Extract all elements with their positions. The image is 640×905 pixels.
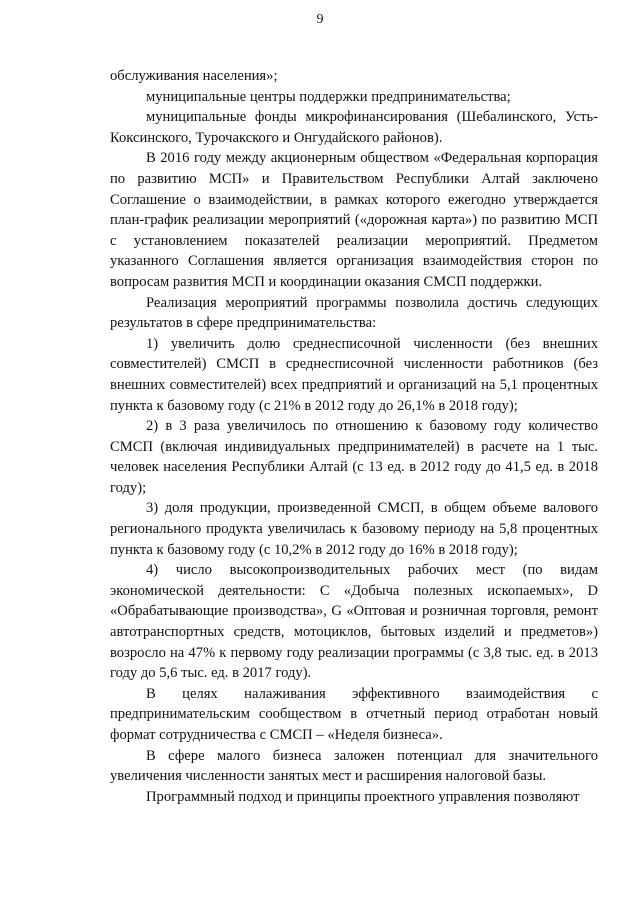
page-number: 9 bbox=[316, 12, 324, 27]
list-item: 1) увеличить долю среднесписочной численности (без внешних совместителей) СМСП в среднесписочной численности работников (без внешних совместителей) всех предприятий и организаций на 5,1 процентных пункта к базовому году (с 21% в 2012 году до 26,1% в 2018 году); bbox=[110, 335, 598, 414]
list-item: 2) в 3 раза увеличилось по отношению к базовому году количество СМСП (включая индивидуальных предпринимателей) в расчете на 1 тыс. человек населения Республики Алтай (с 13 ед. в 2012 году до 41,5 ед. в 2018 году); bbox=[110, 418, 598, 496]
paragraph: В целях налаживания эффективного взаимодействия с предпринимательским сообществом в отчетный период отработан новый формат сотрудничества с СМСП – «Неделя бизнеса». bbox=[110, 685, 598, 743]
paragraph: Программный подход и принципы проектного управления позволяют bbox=[146, 788, 580, 805]
list-item: 3) доля продукции, произведенной СМСП, в общем объеме валового регионального продукта увеличилась к базовому периоду на 5,8 процентных пункта к базовому году (с 10,2% в 2012 году до 16% в 2018 году); bbox=[110, 500, 598, 558]
list-item: 4) число высокопроизводительных рабочих мест (по видам экономической деятельности: C «Добыча полезных ископаемых», D «Обрабатывающие производства», G «Оптовая и розничная торговля, ремонт автотранспортных средств, мотоциклов, бытовых изделий и предметов») возросло на 47% к первому году реализации программы (с 3,8 тыс. ед. в 2013 году до 5,6 тыс. ед. в 2017 году). bbox=[110, 562, 598, 682]
paragraph: муниципальные фонды микрофинансирования (Шебалинского, Усть-Коксинского, Турочакского и Онгудайского районов). bbox=[110, 109, 598, 146]
paragraph: обслуживания населения»; bbox=[110, 68, 278, 84]
paragraph: В 2016 году между акционерным обществом «Федеральная корпорация по развитию МСП» и Правительством Республики Алтай заключено Соглашение о взаимодействии, в рамках которого ежегодно утверждается план-график реализации мероприятий («дорожная карта») по развитию МСП с установлением показателей реализации мероприятий. Предметом указанного Соглашения является организация взаимодействия сторон по вопросам развития МСП и координации оказания СМСП поддержки. bbox=[110, 150, 598, 290]
document-body bbox=[110, 66, 598, 807]
paragraph: В сфере малого бизнеса заложен потенциал для значительного увеличения численности занятых мест и расширения налоговой базы. bbox=[110, 747, 598, 785]
paragraph: Реализация мероприятий программы позволила достичь следующих результатов в сфере предпринимательства: bbox=[110, 294, 598, 332]
paragraph: муниципальные центры поддержки предпринимательства; bbox=[146, 88, 511, 105]
